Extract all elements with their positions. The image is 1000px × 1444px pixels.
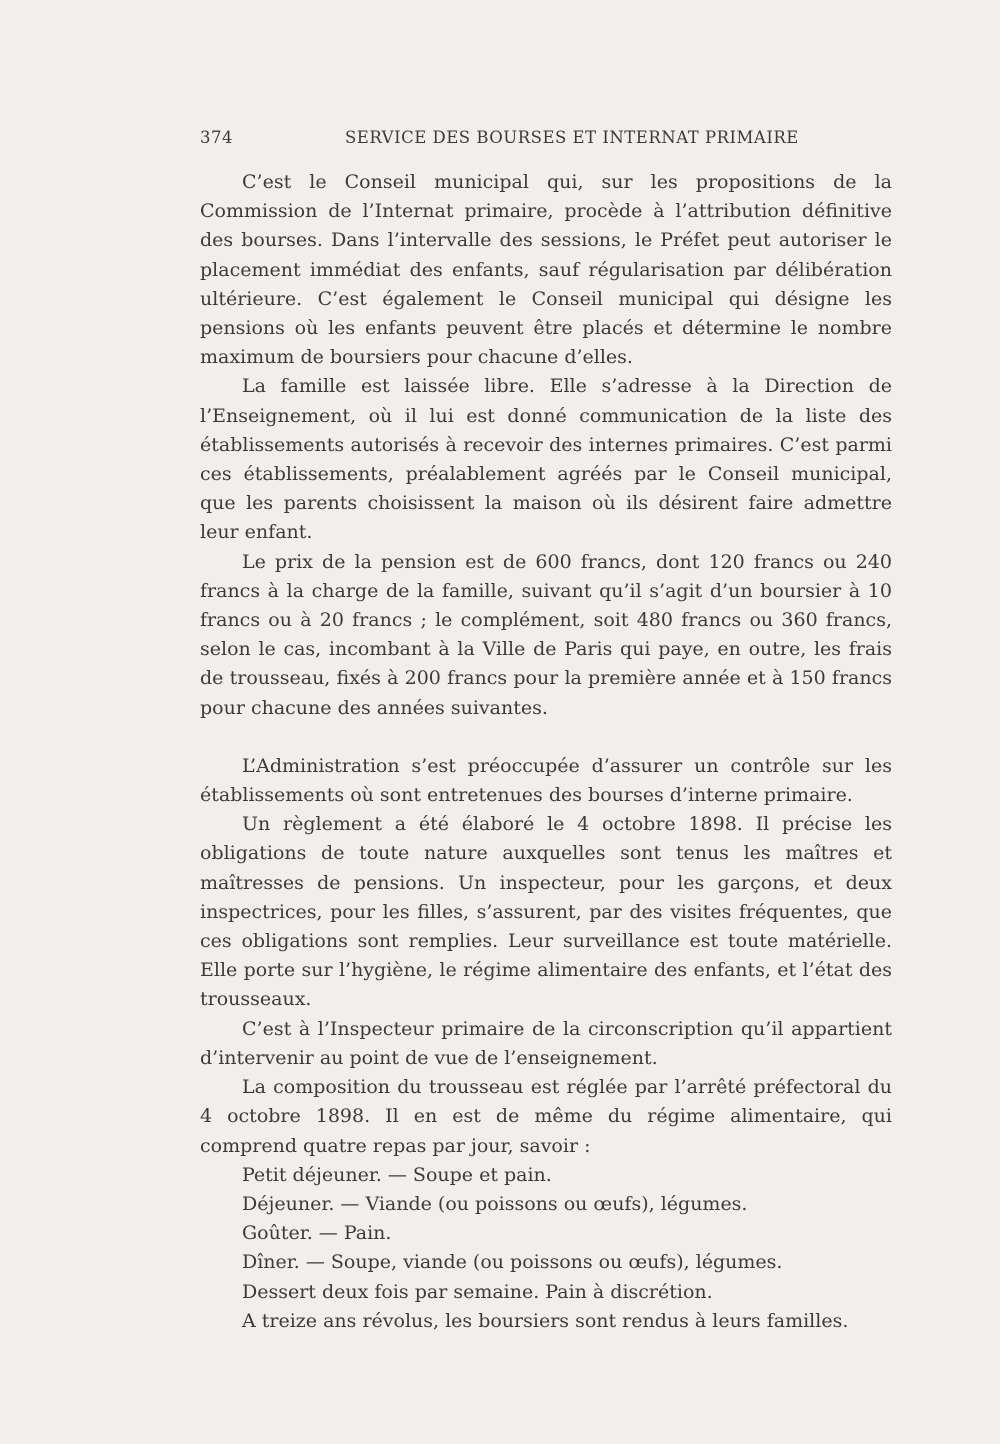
- meal-item-snack: Goûter. — Pain.: [242, 1222, 392, 1245]
- paragraph-closing: A treize ans révolus, les boursiers sont rendus à leurs familles.: [242, 1309, 849, 1332]
- body-text: [200, 168, 892, 1336]
- paragraph-trousseau: La composition du trousseau est réglée par l’arrêté préfectoral du 4 octobre 1898. Il en est de même du régime alimentaire, qui comprend quatre repas par jour, savoir :: [200, 1076, 892, 1157]
- paragraph-pension-price: Le prix de la pension est de 600 francs, dont 120 francs ou 240 francs à la charge de la famille, suivant qu’il s’agit d’un boursier à 10 francs ou à 20 francs ; le complément, soit 480 francs ou 360 francs, selon le cas, incombant à la Ville de Paris qui paye, en outre, les frais de trousseau, fixés à 200 francs pour la première année et à 150 francs pour chacune des années suivantes.: [200, 550, 892, 719]
- running-head: [200, 128, 799, 152]
- page-number: 374: [200, 128, 233, 147]
- paragraph-administration-control: L’Administration s’est préoccupée d’assurer un contrôle sur les établissements où sont entretenues des bourses d’interne primaire.: [200, 754, 892, 807]
- paragraph-bursary-attribution: C’est le Conseil municipal qui, sur les propositions de la Commission de l’Internat primaire, procède à l’attribution définitive des bourses. Dans l’intervalle des sessions, le Préfet peut autoriser le placement immédiat des enfants, sauf régularisation par délibération ultérieure. C’est également le Conseil municipal qui désigne les pensions où les enfants peuvent être placés et détermine le nombre maximum de boursiers pour chacune d’elles.: [200, 171, 892, 369]
- paragraph-family-choice: La famille est laissée libre. Elle s’adresse à la Direction de l’Enseignement, où il lui est donné communication de la liste des établissements autorisés à recevoir des internes primaires. C’est parmi ces établissements, préalablement agréés par le Conseil municipal, que les parents choisissent la maison où ils désirent faire admettre leur enfant.: [200, 375, 892, 544]
- meal-item-dinner: Dîner. — Soupe, viande (ou poissons ou œufs), légumes.: [242, 1251, 783, 1274]
- running-title: SERVICE DES BOURSES ET INTERNAT PRIMAIRE: [345, 128, 799, 147]
- paragraph-regulation: Un règlement a été élaboré le 4 octobre 1898. Il précise les obligations de toute nature auxquelles sont tenus les maîtres et maîtresses de pensions. Un inspecteur, pour les garçons, et deux inspectrices, pour les filles, s’assurent, par des visites fréquentes, que ces obligations sont remplies. Leur surveillance est toute matérielle. Elle porte sur l’hygiène, le régime alimentaire des enfants, et l’état des trousseaux.: [200, 813, 892, 1011]
- meal-item-dessert: Dessert deux fois par semaine. Pain à discrétion.: [242, 1280, 713, 1303]
- meal-item-breakfast: Petit déjeuner. — Soupe et pain.: [242, 1163, 552, 1186]
- paragraph-inspector: C’est à l’Inspecteur primaire de la circonscription qu’il appartient d’intervenir au point de vue de l’enseignement.: [200, 1017, 892, 1069]
- meal-item-lunch: Déjeuner. — Viande (ou poissons ou œufs), légumes.: [242, 1192, 748, 1215]
